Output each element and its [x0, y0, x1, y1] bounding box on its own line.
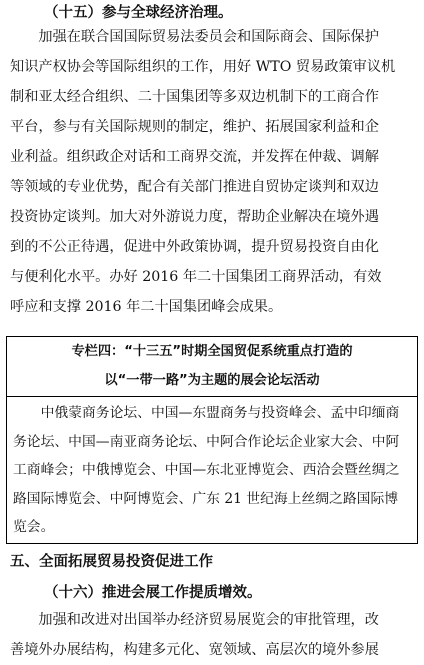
- text-line: 加强在联合国国际贸易法委员会和国际商会、国际保护: [10, 29, 379, 45]
- text-line: 到的不公正待遇，促进中外政策协调，提升贸易投资自由化: [10, 239, 379, 255]
- box-text-line: 务论坛、中国—南亚商务论坛、中阿合作论坛企业家大会、中阿: [13, 433, 400, 450]
- box-title-line: 以“一带一路”为主题的展会论坛活动: [104, 373, 320, 388]
- section-5-heading: 五、全面拓展贸易投资促进工作: [10, 553, 213, 570]
- text-line: 投资协定谈判。加大对外游说力度，帮助企业解决在境外遇: [10, 209, 379, 225]
- text-line: 与便利化水平。办好 2016 年二十国集团工商界活动，有效: [10, 269, 382, 285]
- section-16-paragraph: [10, 605, 414, 665]
- text-line: 等领域的专业优势，配合有关部门推进自贸协定谈判和双边: [10, 179, 379, 195]
- text-line: 平台，参与有关国际规则的制定，维护、拓展国家利益和企: [10, 119, 379, 135]
- box-text-line: 工商峰会；中俄博览会、中国—东北亚博览会、西洽会暨丝绸之: [13, 462, 400, 478]
- box-text-line: 中俄蒙商务论坛、中国—东盟商务与投资峰会、孟中印缅商: [13, 405, 400, 421]
- column-box-4: [6, 336, 418, 544]
- section-15-paragraph: [10, 22, 414, 322]
- box-title-line: 专栏四：“十三五”时期全国贸促系统重点打造的: [71, 344, 353, 359]
- text-line: 呼应和支撑 2016 年二十国集团峰会成果。: [10, 299, 283, 315]
- text-line: 业利益。组织政企对话和工商界交流，并发挥在仲裁、调解: [10, 149, 379, 165]
- box-title: [7, 337, 417, 397]
- box-text-line: 览会。: [13, 519, 55, 535]
- box-body: [7, 397, 417, 542]
- text-line: 加强和改进对出国举办经济贸易展览会的审批管理，改: [10, 612, 379, 628]
- text-line: 知识产权协会等国际组织的工作，用好 WTO 贸易政策审议机: [10, 59, 396, 75]
- text-line: 制和亚太经合组织、二十国集团等多双边机制下的工商合作: [10, 89, 379, 105]
- text-line: 善境外办展结构，构建多元化、宽领域、高层次的境外参展: [10, 642, 379, 658]
- box-text-line: 路国际博览会、中阿博览会、广东 21 世纪海上丝绸之路国际博: [13, 490, 399, 507]
- section-15-heading: （十五）参与全球经济治理。: [44, 4, 233, 21]
- section-16-heading: （十六）推进会展工作提质增效。: [44, 584, 262, 601]
